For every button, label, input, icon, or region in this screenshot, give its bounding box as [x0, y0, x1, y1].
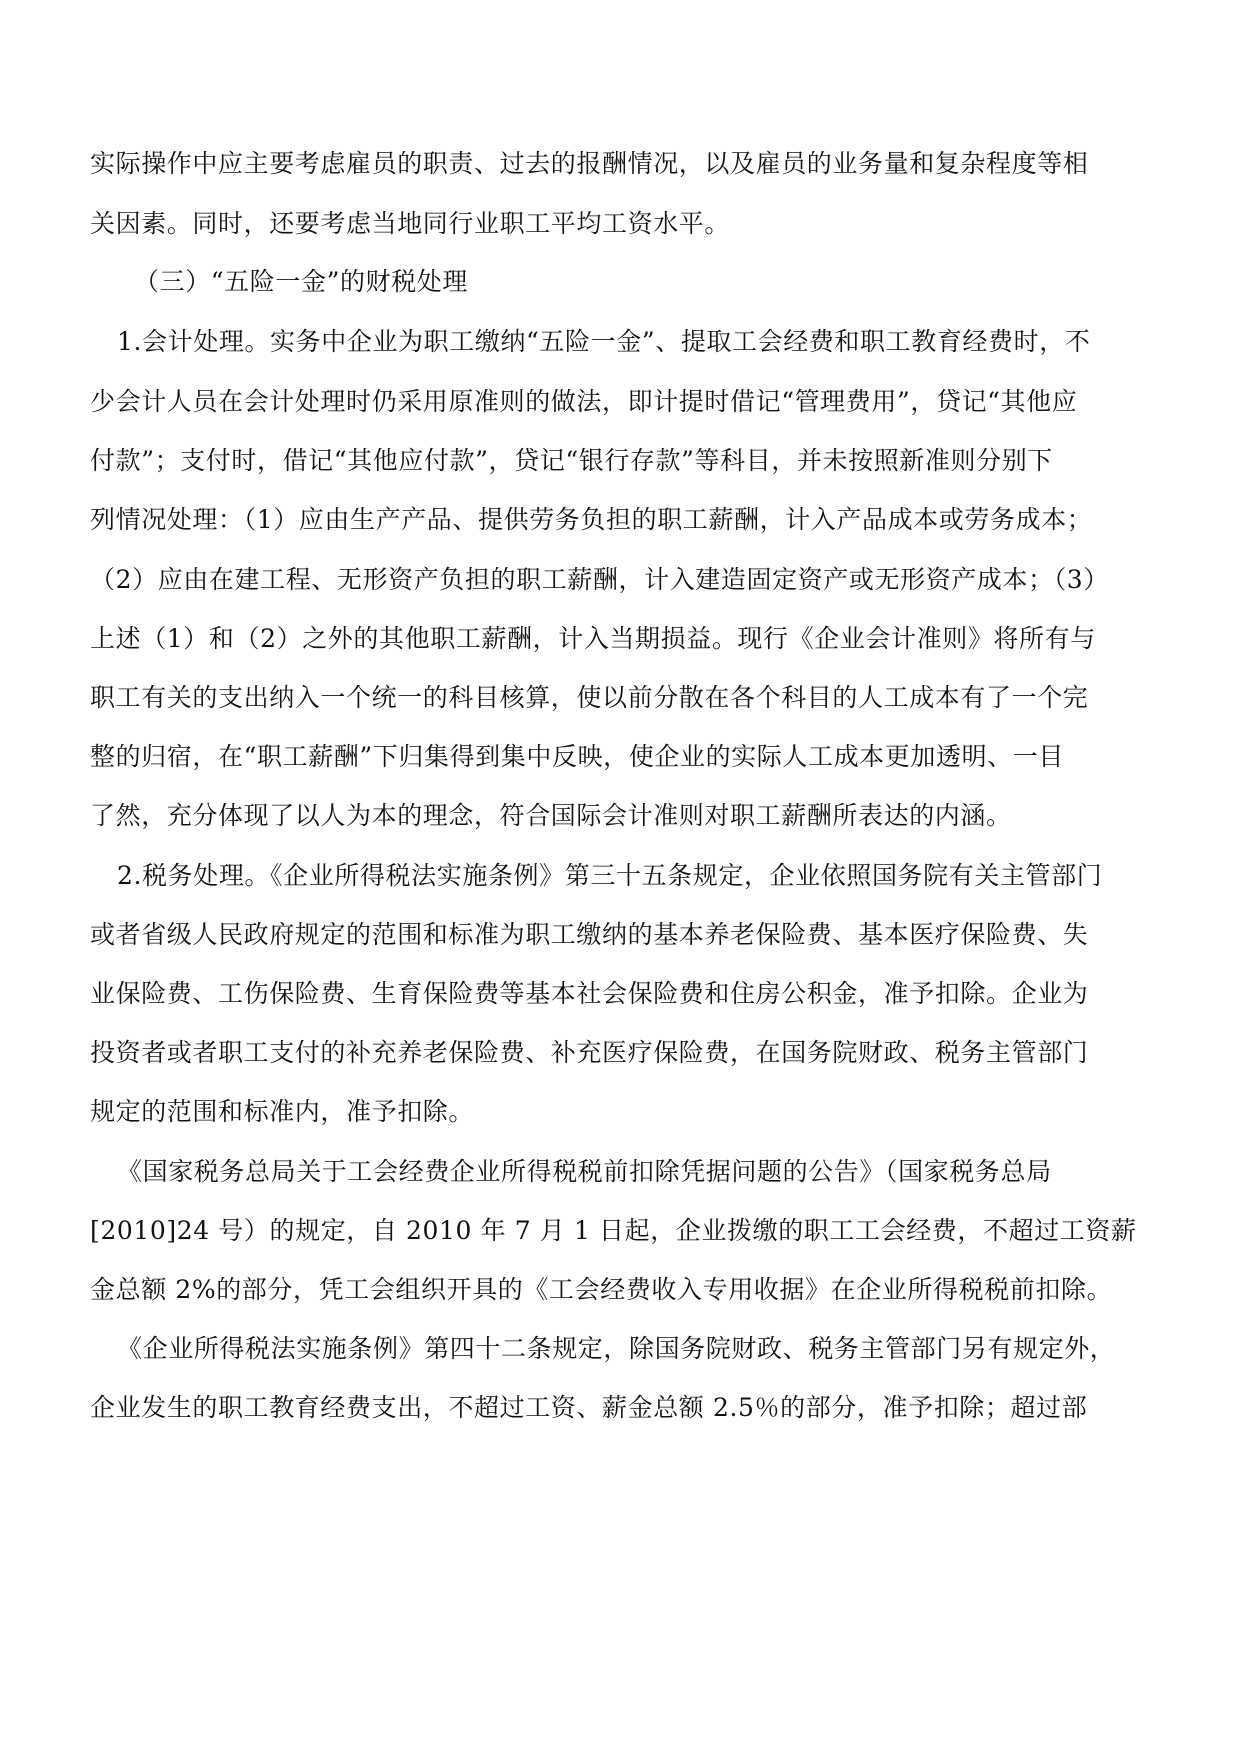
text-line: 少会计人员在会计处理时仍采用原准则的做法，即计提时借记“管理费用”，贷记“其他应 [90, 387, 1078, 416]
text-line: 整的归宿，在“职工薪酬”下归集得到集中反映，使企业的实际人工成本更加透明、一目 [90, 742, 1064, 771]
text-line: 《企业所得税法实施条例》第四十二条规定，除国务院财政、税务主管部门另有规定外， [117, 1334, 1116, 1363]
text-line: 《国家税务总局关于工会经费企业所得税税前扣除凭据问题的公告》（国家税务总局 [117, 1157, 1052, 1186]
text-line: 付款”；支付时，借记“其他应付款”，贷记“银行存款”等科目，并未按照新准则分别下 [90, 446, 1053, 475]
text-line: 列情况处理：（1）应由生产产品、提供劳务负担的职工薪酬，计入产品成本或劳务成本； [90, 505, 1093, 534]
text-line: 了然，充分体现了以人为本的理念，符合国际会计准则对职工薪酬所表达的内涵。 [90, 801, 1012, 830]
text-line: 或者省级人民政府规定的范围和标准为职工缴纳的基本养老保险费、基本医疗保险费、失 [90, 920, 1089, 949]
text-line: 投资者或者职工支付的补充养老保险费、补充医疗保险费，在国务院财政、税务主管部门 [90, 1038, 1089, 1067]
text-line: 企业发生的职工教育经费支出，不超过工资、薪金总额 2.5％的部分，准予扣除；超过部 [90, 1393, 1088, 1422]
text-line: 规定的范围和标准内，准予扣除。 [90, 1097, 475, 1126]
text-line: 1.会计处理。实务中企业为职工缴纳“五险一金”、提取工会经费和职工教育经费时，不 [117, 327, 1091, 356]
text-line: 上述（1）和（2）之外的其他职工薪酬，计入当期损益。现行《企业会计准则》将所有与 [90, 624, 1096, 653]
section-heading: （三）“五险一金”的财税处理 [134, 267, 468, 296]
text-line: （2）应由在建工程、无形资产负担的职工薪酬，计入建造固定资产或无形资产成本；（3） [90, 565, 1109, 594]
text-line: 金总额 2%的部分，凭工会组织开具的《工会经费收入专用收据》在企业所得税税前扣除。 [90, 1275, 1113, 1304]
text-line: 2.税务处理。《企业所得税法实施条例》第三十五条规定，企业依照国务院有关主管部门 [117, 861, 1103, 890]
text-line: 实际操作中应主要考虑雇员的职责、过去的报酬情况，以及雇员的业务量和复杂程度等相 [90, 149, 1089, 178]
text-line: 业保险费、工伤保险费、生育保险费等基本社会保险费和住房公积金，准予扣除。企业为 [90, 979, 1089, 1008]
text-line: 职工有关的支出纳入一个统一的科目核算，使以前分散在各个科目的人工成本有了一个完 [90, 683, 1089, 712]
text-line: [2010]24 号）的规定，自 2010 年 7 月 1 日起，企业拨缴的职工工会经费，不超过工资薪 [90, 1216, 1137, 1245]
text-line: 关因素。同时，还要考虑当地同行业职工平均工资水平。 [90, 209, 731, 238]
